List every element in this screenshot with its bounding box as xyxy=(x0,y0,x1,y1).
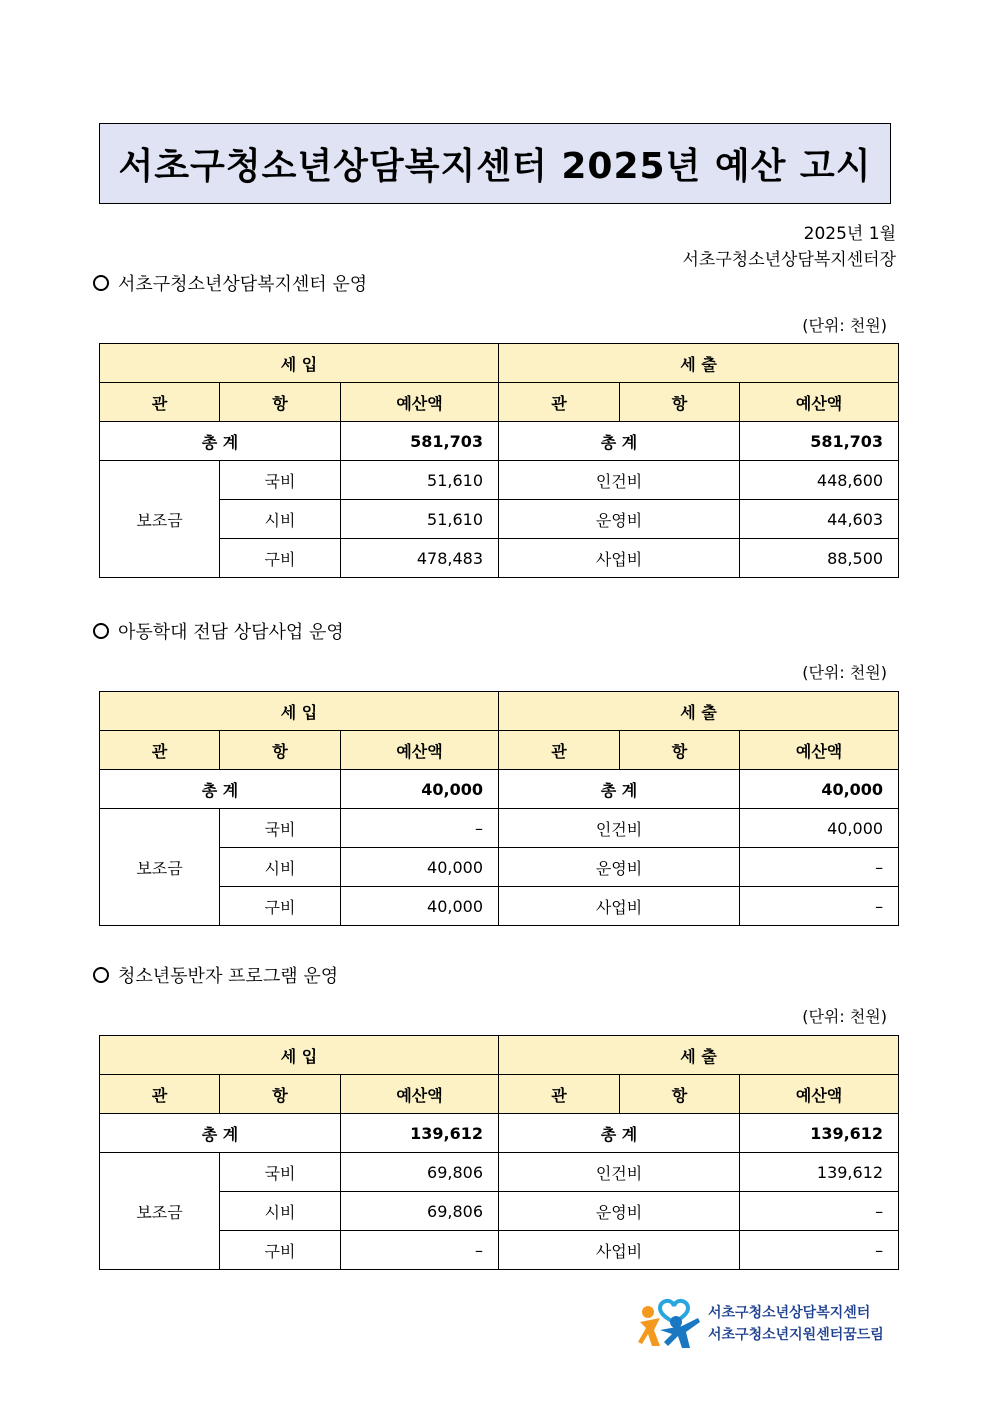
expense-item: 인건비 xyxy=(499,1153,740,1192)
col-hang: 항 xyxy=(620,1075,740,1114)
expense-header: 세 출 xyxy=(499,344,899,383)
income-item: 구비 xyxy=(220,1231,341,1270)
center-logo xyxy=(638,1296,898,1351)
col-hang: 항 xyxy=(620,383,740,422)
income-amount: – xyxy=(341,809,499,848)
table-row xyxy=(100,1231,899,1270)
budget-table-2 xyxy=(99,691,899,926)
income-total-label: 총 계 xyxy=(100,1114,341,1153)
expense-item: 운영비 xyxy=(499,500,740,539)
issuer: 서초구청소년상담복지센터장 xyxy=(682,250,896,270)
col-amount: 예산액 xyxy=(740,731,899,770)
unit-label: (단위: 천원) xyxy=(802,663,887,682)
center-logo-icon xyxy=(638,1296,702,1351)
section-title: 서초구청소년상담복지센터 운영 xyxy=(118,274,368,295)
table-row xyxy=(100,1192,899,1231)
expense-amount: – xyxy=(740,848,899,887)
expense-amount: 139,612 xyxy=(740,1153,899,1192)
income-item: 국비 xyxy=(220,1153,341,1192)
col-gwan: 관 xyxy=(499,1075,620,1114)
income-header: 세 입 xyxy=(100,692,499,731)
expense-header: 세 출 xyxy=(499,1036,899,1075)
income-item: 국비 xyxy=(220,809,341,848)
table-header-row xyxy=(100,1036,899,1075)
table-subheader-row xyxy=(100,1075,899,1114)
income-amount: 51,610 xyxy=(341,461,499,500)
total-row xyxy=(100,1114,899,1153)
table-subheader-row xyxy=(100,731,899,770)
expense-header: 세 출 xyxy=(499,692,899,731)
expense-amount: 88,500 xyxy=(740,539,899,578)
table-subheader-row xyxy=(100,383,899,422)
section-heading-1 xyxy=(93,270,367,296)
budget-table-1 xyxy=(99,343,899,578)
circle-bullet-icon xyxy=(93,275,109,291)
col-hang: 항 xyxy=(620,731,740,770)
expense-total-value: 139,612 xyxy=(740,1114,899,1153)
col-amount: 예산액 xyxy=(740,1075,899,1114)
col-amount: 예산액 xyxy=(341,731,499,770)
income-amount: 69,806 xyxy=(341,1153,499,1192)
unit-label: (단위: 천원) xyxy=(802,316,887,335)
expense-total-label: 총 계 xyxy=(499,1114,740,1153)
table-row xyxy=(100,887,899,926)
income-item: 시비 xyxy=(220,848,341,887)
page-title: 서초구청소년상담복지센터 2025년 예산 고시 xyxy=(118,146,872,187)
table-row xyxy=(100,1153,899,1192)
income-amount: – xyxy=(341,1231,499,1270)
table-row xyxy=(100,848,899,887)
expense-item: 운영비 xyxy=(499,848,740,887)
logo-text-line2: 서초구청소년지원센터꿈드림 xyxy=(708,1327,884,1343)
income-item: 구비 xyxy=(220,887,341,926)
col-gwan: 관 xyxy=(100,1075,220,1114)
income-total-label: 총 계 xyxy=(100,770,341,809)
col-gwan: 관 xyxy=(100,731,220,770)
expense-item: 인건비 xyxy=(499,809,740,848)
notice-date: 2025년 1월 xyxy=(803,224,896,244)
income-item: 구비 xyxy=(220,539,341,578)
section-heading-3 xyxy=(93,962,338,988)
budget-table-3 xyxy=(99,1035,899,1270)
income-amount: 478,483 xyxy=(341,539,499,578)
table-row xyxy=(100,500,899,539)
income-amount: 51,610 xyxy=(341,500,499,539)
title-box xyxy=(99,123,891,204)
expense-item: 인건비 xyxy=(499,461,740,500)
subsidy-label: 보조금 xyxy=(100,1153,220,1270)
expense-total-value: 40,000 xyxy=(740,770,899,809)
col-hang: 항 xyxy=(220,731,341,770)
expense-item: 사업비 xyxy=(499,887,740,926)
expense-item: 사업비 xyxy=(499,1231,740,1270)
subsidy-label: 보조금 xyxy=(100,809,220,926)
expense-amount: 448,600 xyxy=(740,461,899,500)
income-total-value: 139,612 xyxy=(341,1114,499,1153)
expense-total-value: 581,703 xyxy=(740,422,899,461)
table-row xyxy=(100,461,899,500)
income-item: 시비 xyxy=(220,500,341,539)
circle-bullet-icon xyxy=(93,967,109,983)
income-amount: 69,806 xyxy=(341,1192,499,1231)
income-header: 세 입 xyxy=(100,1036,499,1075)
expense-total-label: 총 계 xyxy=(499,422,740,461)
expense-total-label: 총 계 xyxy=(499,770,740,809)
income-amount: 40,000 xyxy=(341,848,499,887)
expense-amount: – xyxy=(740,1192,899,1231)
expense-amount: 44,603 xyxy=(740,500,899,539)
col-hang: 항 xyxy=(220,1075,341,1114)
expense-amount: 40,000 xyxy=(740,809,899,848)
income-total-label: 총 계 xyxy=(100,422,341,461)
section-title: 아동학대 전담 상담사업 운영 xyxy=(118,622,344,643)
total-row xyxy=(100,422,899,461)
income-amount: 40,000 xyxy=(341,887,499,926)
col-gwan: 관 xyxy=(100,383,220,422)
expense-amount: – xyxy=(740,1231,899,1270)
income-item: 국비 xyxy=(220,461,341,500)
subsidy-label: 보조금 xyxy=(100,461,220,578)
table-row xyxy=(100,809,899,848)
col-amount: 예산액 xyxy=(341,383,499,422)
expense-item: 운영비 xyxy=(499,1192,740,1231)
circle-bullet-icon xyxy=(93,623,109,639)
income-total-value: 40,000 xyxy=(341,770,499,809)
income-item: 시비 xyxy=(220,1192,341,1231)
section-heading-2 xyxy=(93,618,344,644)
col-hang: 항 xyxy=(220,383,341,422)
income-total-value: 581,703 xyxy=(341,422,499,461)
col-gwan: 관 xyxy=(499,383,620,422)
table-header-row xyxy=(100,692,899,731)
table-header-row xyxy=(100,344,899,383)
table-row xyxy=(100,539,899,578)
income-header: 세 입 xyxy=(100,344,499,383)
col-amount: 예산액 xyxy=(341,1075,499,1114)
expense-amount: – xyxy=(740,887,899,926)
unit-label: (단위: 천원) xyxy=(802,1007,887,1026)
section-title: 청소년동반자 프로그램 운영 xyxy=(118,966,339,987)
expense-item: 사업비 xyxy=(499,539,740,578)
total-row xyxy=(100,770,899,809)
col-amount: 예산액 xyxy=(740,383,899,422)
col-gwan: 관 xyxy=(499,731,620,770)
logo-text-line1: 서초구청소년상담복지센터 xyxy=(708,1305,871,1321)
